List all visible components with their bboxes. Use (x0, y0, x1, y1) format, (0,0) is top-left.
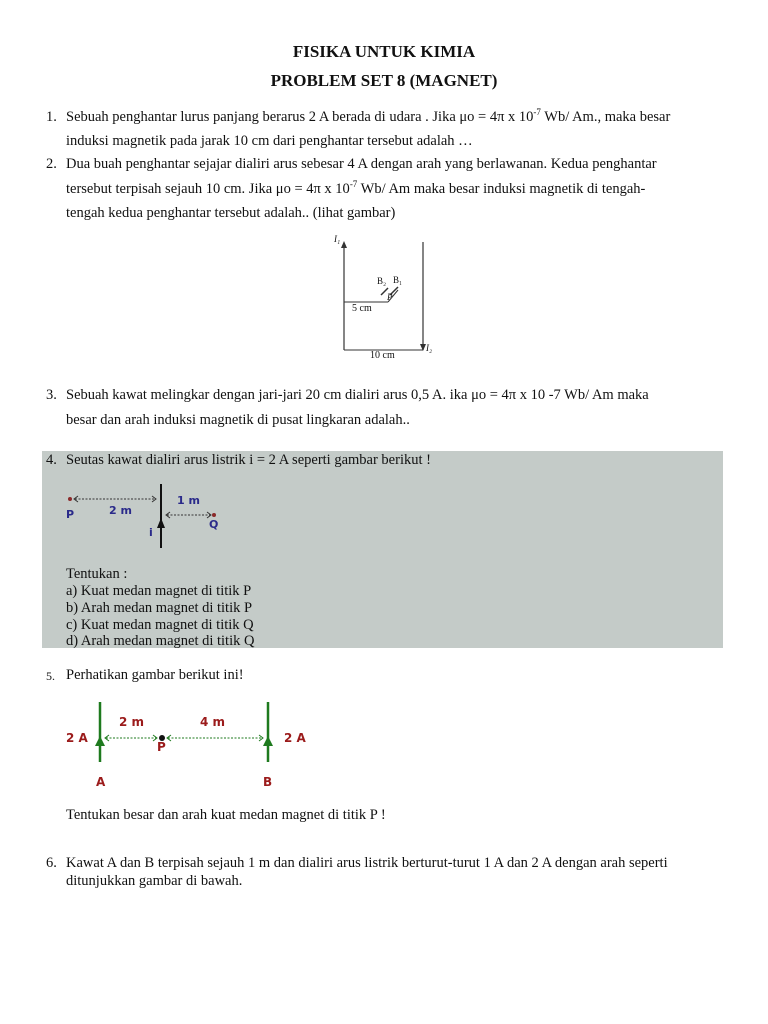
label-4m: 4 m (200, 715, 226, 729)
text-segment: Wb/ Am maka besar induksi magnetik di tengah- (357, 181, 646, 197)
parallel-wires-figure (326, 232, 446, 366)
text-segment: tersebut terpisah sejauh 10 cm. Jika μo = 4π x 10 (66, 181, 350, 197)
label-i1: I₁ (334, 234, 341, 244)
label-5cm: 5 cm (352, 303, 372, 314)
problem-text: Perhatikan gambar berikut ini! (66, 667, 244, 683)
label-wire-b-current: 2 A (284, 731, 306, 745)
label-p: P (157, 740, 166, 754)
text-segment: Wb/ Am., maka besar (540, 109, 671, 125)
label-p: P (387, 292, 393, 302)
document-title: FISIKA UNTUK KIMIA (292, 42, 476, 61)
label-i: i (149, 526, 153, 539)
problem-text: ditunjukkan gambar di bawah. (66, 873, 243, 889)
problem-text: besar dan arah induksi magnetik di pusat lingkaran adalah.. (66, 412, 410, 428)
label-b1: B₁ (393, 275, 403, 285)
problem-number: 3. (46, 387, 57, 403)
problem-text: induksi magnetik pada jarak 10 cm dari penghantar tersebut adalah … (66, 133, 473, 149)
problem-text: Kawat A dan B terpisah sejauh 1 m dan dialiri arus listrik berturut-turut 1 A dan 2 A dengan arah seperti (66, 855, 668, 871)
single-wire-figure (60, 482, 230, 552)
label-2m: 2 m (109, 504, 132, 517)
subquestion-d: d) Arah medan magnet di titik Q (66, 633, 255, 649)
problem-text: Dua buah penghantar sejajar dialiri arus sebesar 4 A dengan arah yang berlawanan. Kedua penghantar (66, 156, 657, 172)
problem-text (66, 108, 670, 126)
label-q: Q (209, 518, 219, 531)
problem-number: 6. (46, 855, 57, 871)
text-segment: Sebuah penghantar lurus panjang berarus 2 A berada di udara . Jika μo = 4π x 10 (66, 109, 534, 125)
two-wire-figure (60, 698, 320, 794)
problem-number: 4. (46, 452, 57, 468)
prompt-text: Tentukan : (66, 566, 128, 582)
label-b: B (263, 775, 273, 789)
problem-number: 2. (46, 156, 57, 172)
label-wire-a-current: 2 A (66, 731, 88, 745)
subquestion-a: a) Kuat medan magnet di titik P (66, 583, 252, 599)
problem-text: tengah kedua penghantar tersebut adalah.. (lihat gambar) (66, 205, 396, 221)
label-i2: I₂ (426, 343, 433, 353)
label-10cm: 10 cm (370, 350, 395, 361)
problem-text: Seutas kawat dialiri arus listrik i = 2 A seperti gambar berikut ! (66, 452, 431, 468)
problem-number: 5. (46, 669, 55, 683)
single-wire-diagram (60, 482, 230, 552)
label-1m: 1 m (177, 494, 200, 507)
label-b2: B₂ (377, 276, 387, 286)
label-p: P (66, 508, 75, 521)
problem-number: 1. (46, 109, 57, 125)
document-subtitle: PROBLEM SET 8 (MAGNET) (270, 71, 498, 90)
problem-text: Sebuah kawat melingkar dengan jari-jari 20 cm dialiri arus 0,5 A. ika μo = 4π x 10 -7 Wb/ Am maka (66, 387, 649, 403)
prompt-text: Tentukan besar dan arah kuat medan magnet di titik P ! (66, 807, 386, 823)
label-a: A (96, 775, 106, 789)
exponent: -7 (349, 179, 358, 189)
exponent: -7 (533, 107, 541, 117)
subquestion-b: b) Arah medan magnet di titik P (66, 600, 253, 616)
subquestion-c: c) Kuat medan magnet di titik Q (66, 617, 254, 633)
label-2m: 2 m (119, 715, 145, 729)
problem-text (66, 180, 645, 198)
